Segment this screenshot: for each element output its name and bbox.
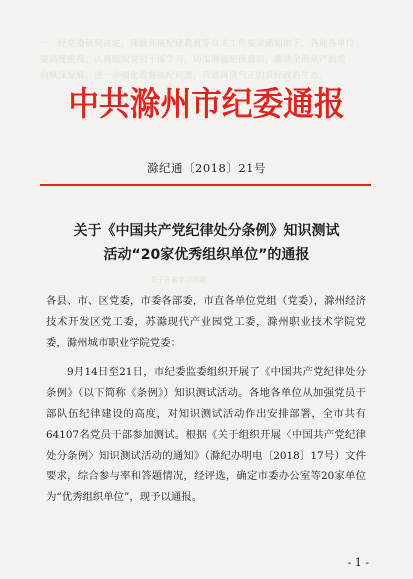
salutation: 各县、市、区党委，市委各部委，市直各单位党组（党委），滁州经济技术开发区党工委，苏滁现代产业园党工委，滁州职业技术学院党委，滁州城市职业学院党委： bbox=[46, 295, 366, 349]
document-number: 滁纪通〔2018〕21号 bbox=[147, 161, 266, 175]
document-body bbox=[46, 291, 366, 508]
bleed-line: 向纵深发展，进一步强化监督执纪问责，营造风清气正的良好政治生态。 bbox=[40, 71, 329, 81]
document-title bbox=[0, 219, 413, 267]
masthead-title: 中共滁州市纪委通报 bbox=[68, 84, 345, 123]
bleed-line: 要高度重视，认真组织党员干部学习，切实增强纪律意识，推动全面从严治党 bbox=[40, 55, 347, 65]
bleed-line: 一、经党委研究决定，现就开展纪律教育等有关工作要求通知如下，各地各单位 bbox=[40, 39, 356, 49]
title-line-2: 活动“20家优秀组织单位”的通报 bbox=[103, 247, 310, 263]
red-separator-rule bbox=[40, 184, 371, 186]
faint-watermark-text: 关于开展学习活动 bbox=[150, 276, 206, 284]
bleed-through-text bbox=[40, 36, 380, 84]
title-line-1: 关于《中国共产党纪律处分条例》知识测试 bbox=[73, 223, 340, 239]
body-paragraph-1: 9月14日至21日，市纪委监委组织开展了《中国共产党纪律处分条例》（以下简称《条例》）知识测试活动。各地各单位从加强党员干部队伍纪律建设的高度，对知识测试活动作出安排部署，全市共有64107名党员干部参加测试。根据《关于组织开展〈中国共产党纪律处分条例〉知识测试活动的通知》（滁纪办明电〔2018〕17号）文件要求，综合参与率和答题情况，经评选，确定市委办公室等20家单位为“优秀组织单位”，现予以通报。 bbox=[46, 366, 366, 504]
page-number: - 1 - bbox=[347, 556, 369, 569]
